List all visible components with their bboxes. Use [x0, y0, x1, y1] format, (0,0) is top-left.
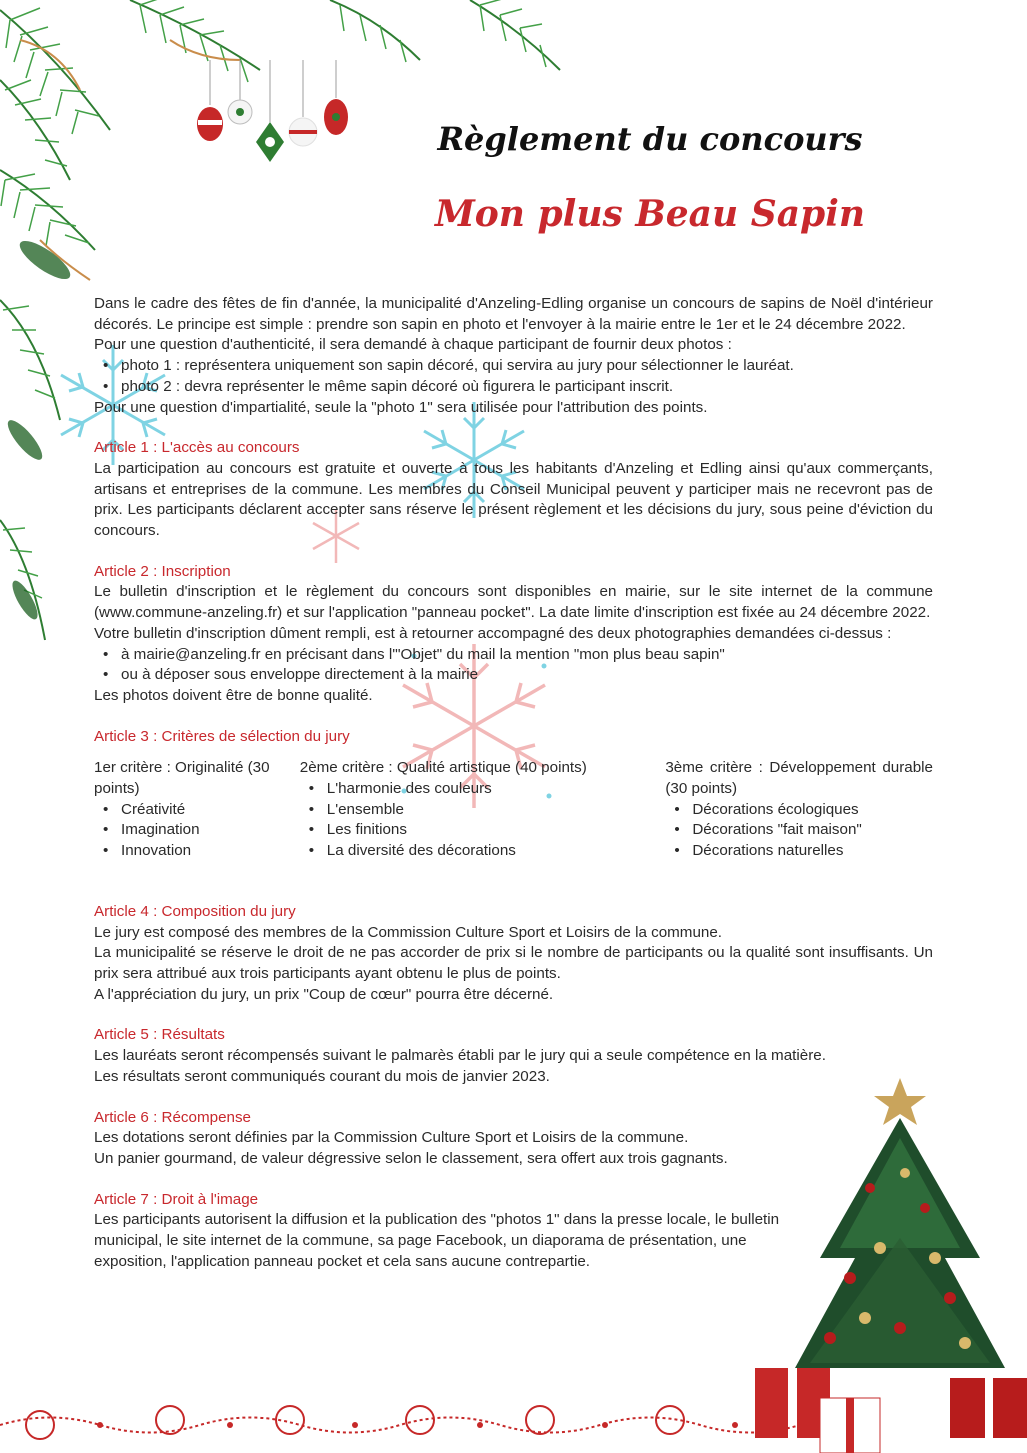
list-item: • Innovation — [121, 841, 294, 862]
list-item: • Créativité — [121, 800, 294, 821]
criterion-3 — [665, 758, 933, 862]
criterion-title: 2ème critère : Qualité artistique (40 points) — [299, 759, 587, 777]
article-6-text: Un panier gourmand, de valeur dégressive selon le classement, sera offert aux trois gagnants. — [94, 1149, 728, 1167]
list-item: • à mairie@anzeling.fr en précisant dans l'"Objet" du mail la mention "mon plus beau sapin" — [121, 645, 933, 666]
article-1-heading: Article 1 : L'accès au concours — [94, 439, 300, 457]
garland-border — [0, 1380, 820, 1453]
criterion-title: 3ème critère : Développement durable (30 points) — [665, 759, 933, 798]
criterion-title: 1er critère : Originalité (30 points) — [94, 759, 270, 798]
article-6-text: Les dotations seront définies par la Commission Culture Sport et Loisirs de la commune. — [94, 1129, 689, 1147]
article-5-text: Les lauréats seront récompensés suivant le palmarès établi par le jury qui a seule compétence en la matière. Les résultats seront communiqués courant du mois de janvier 2023. — [94, 1047, 826, 1085]
criteria-columns — [94, 758, 933, 862]
ornaments-decoration — [190, 60, 360, 170]
list-item: • L'ensemble — [327, 800, 666, 821]
list-item: • photo 1 : représentera uniquement son sapin décoré, qui servira au jury pour sélectionner le lauréat. — [121, 356, 933, 377]
article-4-heading: Article 4 : Composition du jury — [94, 902, 296, 920]
article-5-heading: Article 5 : Résultats — [94, 1026, 225, 1044]
page-subtitle: Mon plus Beau Sapin — [434, 193, 866, 235]
article-2-text: Le bulletin d'inscription et le règlement du concours sont disponibles en mairie, sur le site internet de la commune (www.commune-anzeling.fr) et sur l'application "panneau pocket". La date limite d'inscription est fixée au 24 décembre 2022. — [94, 583, 933, 622]
article-6-heading: Article 6 : Récompense — [94, 1108, 252, 1126]
criterion-1 — [94, 758, 294, 862]
list-item: • Décorations naturelles — [692, 841, 933, 862]
list-item: • ou à déposer sous enveloppe directement à la mairie — [121, 665, 933, 686]
intro-paragraph: Dans le cadre des fêtes de fin d'année, la municipalité d'Anzeling-Edling organise un concours de sapins de Noël d'intérieur décorés. Le principe est simple : prendre son sapin en photo et l'envoyer à la mairie entre le 1er et le 24 décembre 2022. — [94, 295, 933, 333]
list-item: • photo 2 : devra représenter le même sapin décoré où figurera le participant inscrit. — [121, 377, 933, 398]
list-item: • La diversité des décorations — [327, 841, 666, 862]
article-2-text: Votre bulletin d'inscription dûment rempli, est à retourner accompagné des deux photographies demandées ci-dessus : — [94, 624, 892, 642]
article-2-list — [94, 645, 933, 686]
list-item: • Décorations "fait maison" — [692, 820, 933, 841]
intro-paragraph: Pour une question d'authenticité, il sera demandé à chaque participant de fournir deux photos : — [94, 336, 732, 354]
list-item: • Décorations écologiques — [692, 800, 933, 821]
article-2-text: Les photos doivent être de bonne qualité. — [94, 686, 373, 704]
article-4-text: Le jury est composé des membres de la Commission Culture Sport et Loisirs de la commune. — [94, 923, 723, 941]
page-title: Règlement du concours — [437, 120, 863, 158]
article-7-text: Les participants autorisent la diffusion et la publication des "photos 1" dans la presse locale, le bulletin municipal, le site internet de la commune, sa page Facebook, un diaporama de présentation, une exposition, l'application panneau pocket et cela sans aucune contrepartie. — [94, 1211, 780, 1270]
article-2-heading: Article 2 : Inscription — [94, 562, 231, 580]
article-4-text: La municipalité se réserve le droit de ne pas accorder de prix si le nombre de participants ou la qualité sont insuffisants. Un prix sera attribué aux trois participants ayant obtenu le plus de points. — [94, 944, 933, 982]
criterion-2 — [294, 758, 666, 862]
list-item: • Imagination — [121, 820, 294, 841]
list-item: • L'harmonie des couleurs — [327, 779, 666, 800]
intro-list — [94, 356, 933, 397]
article-1-text: La participation au concours est gratuite et ouverte à tous les habitants d'Anzeling et Edling ainsi qu'aux commerçants, artisans et entreprises de la commune. Les membres du Conseil Municipal peuvent y participer mais ne recevront pas de prix. Les participants déclarent accepter sans réserve le présent règlement et les décisions du jury, sous peine d'éviction du concours. — [94, 459, 933, 540]
article-3-heading: Article 3 : Critères de sélection du jury — [94, 727, 350, 745]
list-item: • Les finitions — [327, 820, 666, 841]
rules-content — [94, 294, 933, 1272]
article-4-text: A l'appréciation du jury, un prix "Coup de cœur" pourra être décerné. — [94, 985, 554, 1003]
intro-paragraph: Pour une question d'impartialité, seule la "photo 1" sera utilisée pour l'attribution des points. — [94, 398, 708, 416]
article-7-heading: Article 7 : Droit à l'image — [94, 1190, 259, 1208]
spacer — [94, 862, 933, 882]
